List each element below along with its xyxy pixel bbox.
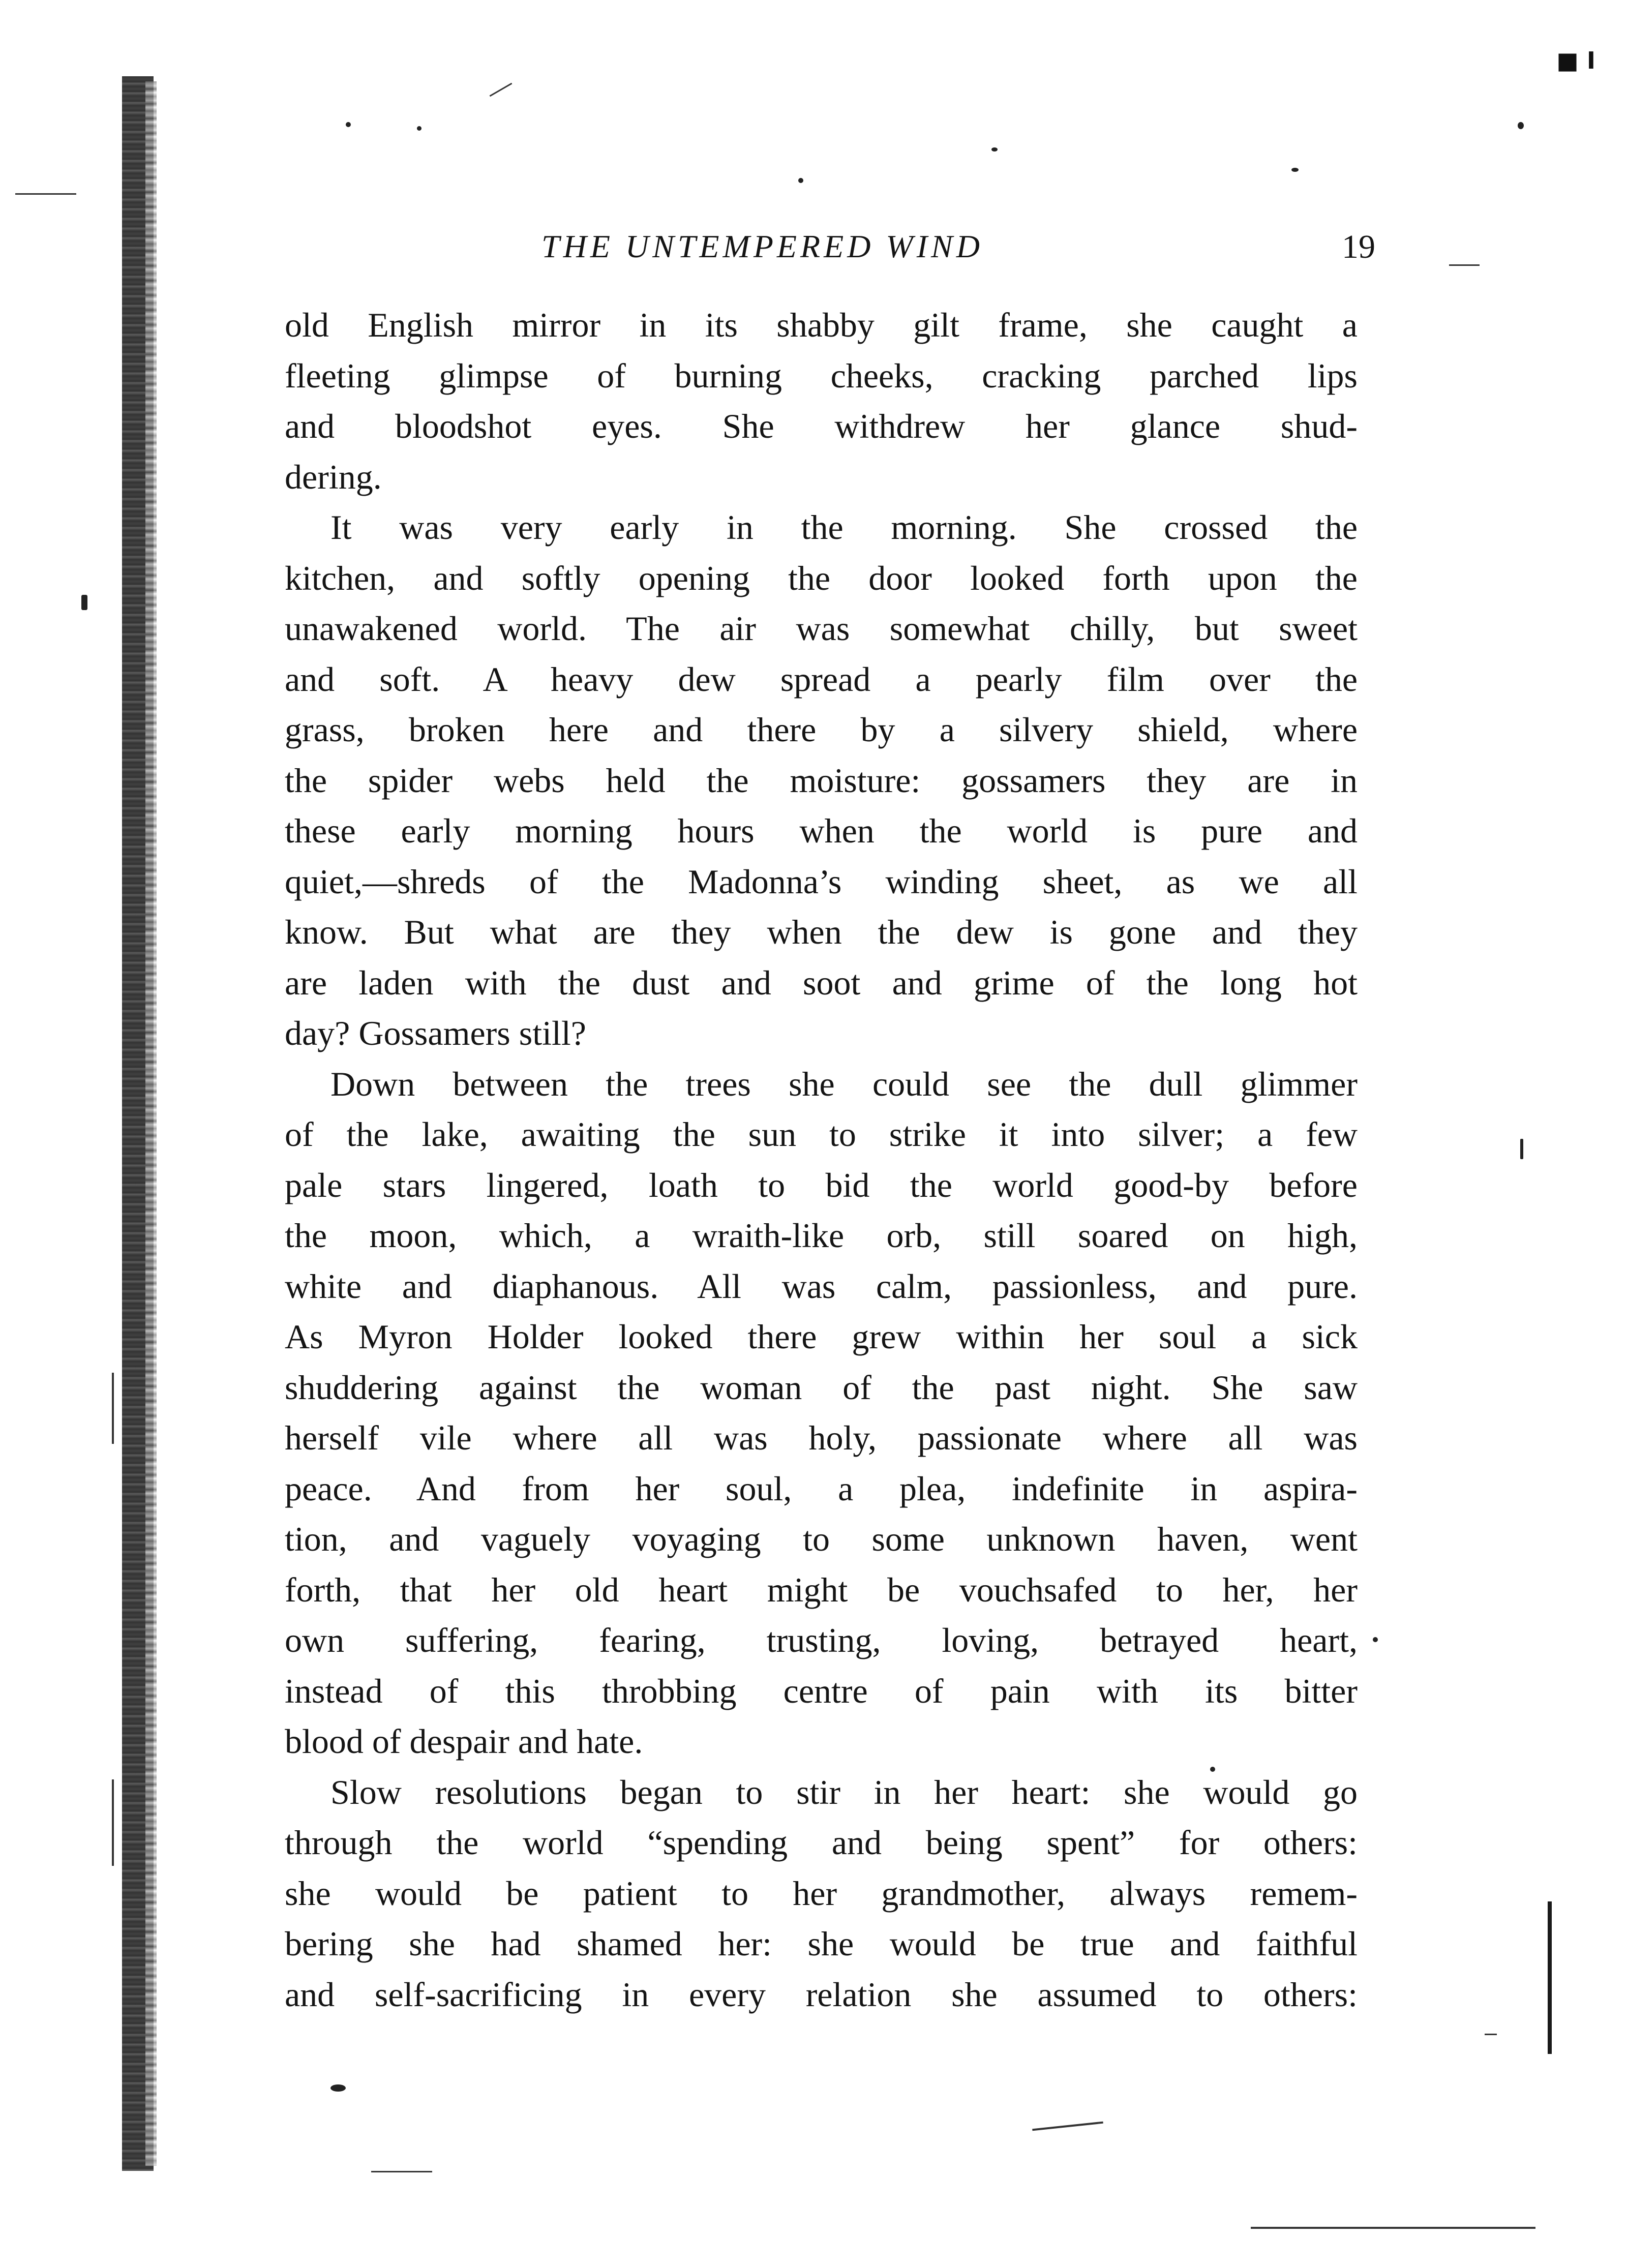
- scan-speck: [798, 178, 803, 183]
- text-line: own suffering, fearing, trusting, loving, betrayed heart,: [285, 1621, 1358, 1659]
- text-line: forth, that her old heart might be vouchsafed to her, her: [285, 1570, 1358, 1609]
- text-line: unawakened world. The air was somewhat chilly, but sweet: [285, 609, 1358, 648]
- scan-dash: [15, 193, 76, 195]
- scan-speck: [991, 147, 998, 152]
- paragraph-continuation: [285, 300, 1358, 502]
- scan-dash: [1449, 264, 1480, 266]
- text-line: herself vile where all was holy, passionate where all was: [285, 1418, 1358, 1457]
- scan-speck: [417, 126, 421, 131]
- scan-dash: [1032, 2122, 1103, 2131]
- running-title: THE UNTEMPERED WIND: [541, 228, 983, 264]
- bottom-scan-rule: [1251, 2227, 1535, 2229]
- text-line: peace. And from her soul, a plea, indefinite in aspira-: [285, 1469, 1358, 1508]
- scan-speck: [1373, 1637, 1378, 1642]
- scan-dash: [490, 83, 513, 97]
- text-line: bering she had shamed her: she would be true and faithful: [285, 1924, 1358, 1963]
- scan-speck: [330, 2084, 346, 2092]
- text-line: day? Gossamers still?: [285, 1014, 586, 1052]
- body-text: [285, 300, 1358, 2020]
- text-line: tion, and vaguely voyaging to some unknown haven, went: [285, 1520, 1358, 1558]
- text-line: she would be patient to her grandmother, always remem-: [285, 1873, 1358, 1913]
- binding-edge: [145, 81, 157, 2166]
- scan-dash: [371, 2171, 432, 2172]
- corner-mark: ■ I: [1556, 47, 1595, 74]
- text-line: blood of despair and hate.: [285, 1722, 643, 1761]
- scan-dash: [1485, 2034, 1497, 2035]
- text-line: the spider webs held the moisture: gossamers they are in: [285, 761, 1358, 800]
- paragraph-resolutions: [285, 1767, 1358, 2020]
- text-line: old English mirror in its shabby gilt frame, she caught a: [285, 306, 1358, 344]
- scan-speck: [1520, 1139, 1523, 1159]
- text-line: and bloodshot eyes. She withdrew her glance shud-: [285, 407, 1358, 445]
- text-line: dering.: [285, 457, 382, 496]
- paragraph-morning: [285, 502, 1358, 1059]
- text-line: know. But what are they when the dew is gone and they: [285, 913, 1358, 951]
- page-header: [541, 228, 1375, 268]
- text-line: instead of this throbbing centre of pain with its bitter: [285, 1671, 1358, 1710]
- scan-dash: [112, 1373, 114, 1444]
- text-line: and self-sacrificing in every relation she assumed to others:: [285, 1975, 1358, 2014]
- text-line: kitchen, and softly opening the door looked forth upon the: [285, 558, 1358, 597]
- text-line: white and diaphanous. All was calm, passionless, and pure.: [285, 1266, 1358, 1306]
- scan-speck: [346, 122, 351, 127]
- text-line: As Myron Holder looked there grew within her soul a sick: [285, 1317, 1358, 1356]
- text-line: and soft. A heavy dew spread a pearly film over the: [285, 659, 1358, 699]
- scan-speck: [81, 595, 87, 610]
- scan-edge-mark: [1548, 1901, 1552, 2054]
- text-line: It was very early in the morning. She crossed the: [330, 508, 1358, 547]
- text-line: of the lake, awaiting the sun to strike it into silver; a few: [285, 1115, 1358, 1154]
- text-line: quiet,—shreds of the Madonna’s winding sheet, as we all: [285, 862, 1358, 901]
- text-line: these early morning hours when the world is pure and: [285, 811, 1358, 850]
- scan-dash: [112, 1779, 114, 1866]
- text-line: grass, broken here and there by a silvery shield, where: [285, 710, 1358, 749]
- text-line: are laden with the dust and soot and grime of the long hot: [285, 963, 1358, 1002]
- page-number: 19: [1342, 228, 1375, 265]
- text-line: the moon, which, a wraith-like orb, still soared on high,: [285, 1216, 1358, 1255]
- text-line: fleeting glimpse of burning cheeks, cracking parched lips: [285, 356, 1358, 395]
- text-line: Slow resolutions began to stir in her heart: she would go: [330, 1772, 1358, 1811]
- scan-speck: [1518, 122, 1524, 129]
- paragraph-lake: [285, 1059, 1358, 1767]
- text-line: through the world “spending and being spent” for others:: [285, 1823, 1358, 1862]
- text-line: shuddering against the woman of the past night. She saw: [285, 1368, 1358, 1407]
- text-line: Down between the trees she could see the dull glimmer: [330, 1064, 1358, 1103]
- text-line: pale stars lingered, loath to bid the world good-by before: [285, 1165, 1358, 1204]
- scan-speck: [1291, 168, 1299, 172]
